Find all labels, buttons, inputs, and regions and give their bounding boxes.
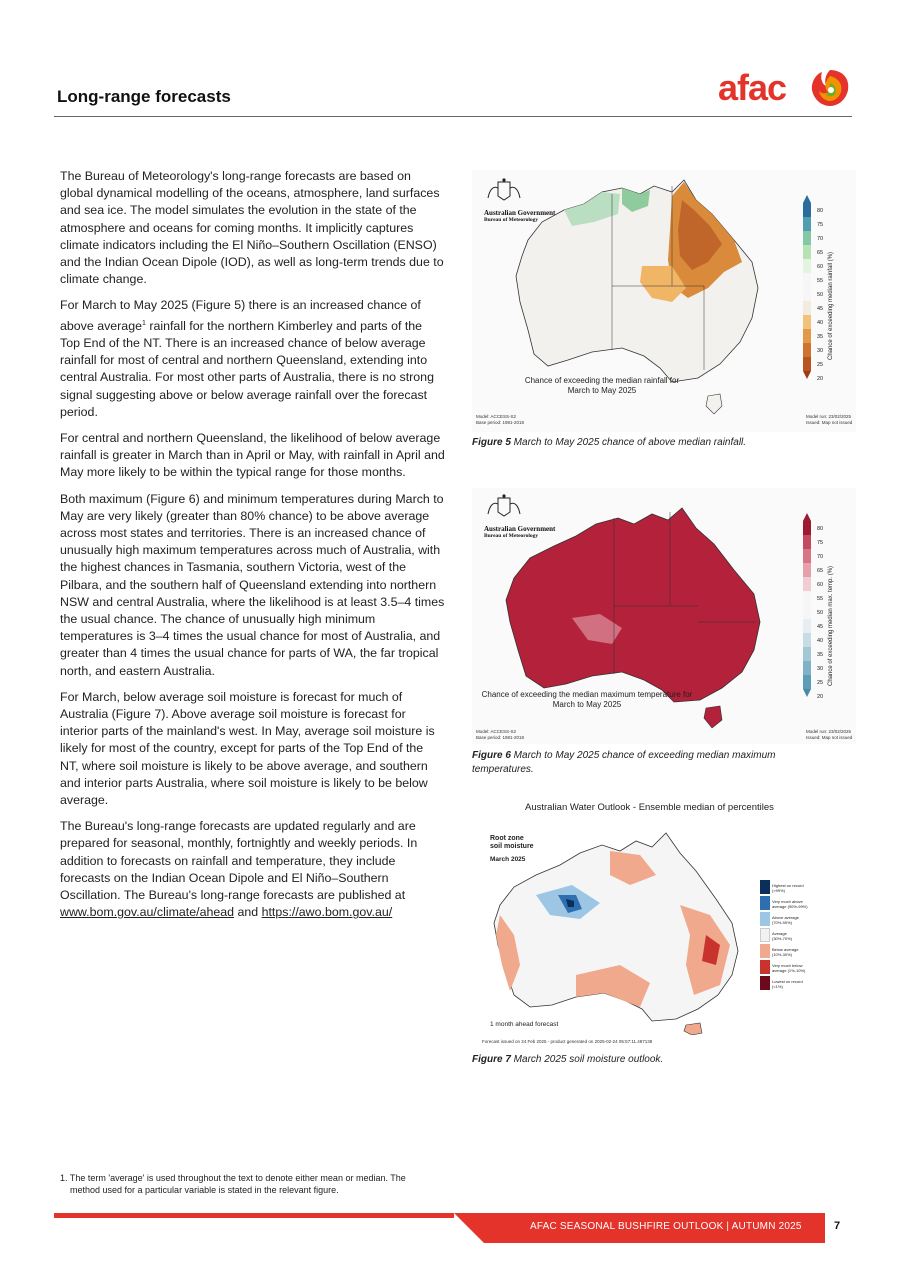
legend-l1: Highest on record [772, 883, 804, 888]
tasmania-temp [704, 706, 722, 728]
fig5-cb-tick: 50 [817, 292, 824, 298]
fig5-map-caption [497, 376, 707, 396]
colorbar-rain [803, 195, 811, 379]
fig6-model-right-2: Issued: Map not issued [806, 735, 853, 740]
fig5-model-right-1: Model run: 23/02/2025 [806, 414, 852, 419]
paragraph-intro: The Bureau of Meteorology's long-range forecasts are based on global dynamical modelling of the oceans, atmosphere, land surfaces and sea ice. The model simulates the evolution in the state of the atmosphere and oceans for coming months. It implicitly captures climate indicators including the El Niño–Southern Oscillation (ENSO) and the Indian Ocean Dipole (IOD), as well as long-term trends due to climate change. [60, 169, 444, 287]
legend-item-lowest [772, 979, 803, 989]
legend-swatch-lowest [760, 976, 770, 990]
footnote [60, 1172, 455, 1196]
fig5-cb-tick: 75 [817, 222, 824, 228]
colorbar-temp [803, 513, 811, 697]
legend-l2: (10%-30%) [772, 952, 793, 957]
legend-l1: Average [772, 931, 787, 936]
gov-title: Australian Government [484, 525, 556, 533]
fig5-cb-tick: 65 [817, 250, 824, 256]
fig7-label-1: Root zone [490, 835, 524, 842]
fig6-model-left [476, 729, 524, 741]
paragraph-and: and [234, 905, 262, 920]
footer-bar [54, 1213, 454, 1218]
gov-subtitle: Bureau of Meteorology [484, 217, 539, 223]
gov-logo-fig6 [484, 494, 555, 539]
fig5-map-caption-line2: March to May 2025 [567, 386, 637, 395]
afac-flame-icon [808, 66, 852, 110]
fig5-cb-tick: 20 [817, 376, 824, 382]
legend-swatch-very-much-below [760, 960, 770, 974]
gov-title: Australian Government [484, 209, 556, 217]
legend-swatch-highest [760, 880, 770, 894]
footnote-line2: method used for a particular variable is stated in the relevant figure. [70, 1185, 339, 1195]
fig5-cb-tick: 30 [817, 348, 824, 354]
fig6-model-left-2: Base period: 1981-2018 [476, 735, 525, 740]
fig5-caption-label: Figure 5 [472, 437, 511, 448]
legend-item-above [772, 915, 799, 925]
fig6-model-left-1: Model: ACCESS-S2 [476, 729, 517, 734]
figure-7-caption [472, 1053, 663, 1067]
link-bom-climate-ahead[interactable]: www.bom.gov.au/climate/ahead [60, 905, 235, 920]
legend-l1: Above average [772, 915, 799, 920]
legend-l1: Lowest on record [772, 979, 803, 984]
fig6-cb-tick: 30 [817, 666, 824, 672]
fig7-label-2: soil moisture [490, 843, 534, 850]
fig7-forecast-label: 1 month ahead forecast [490, 1021, 559, 1028]
fig5-model-left [476, 414, 524, 426]
body-text-column [60, 168, 445, 930]
fig5-cb-axis-label: Chance of exceeding median rainfall (%) [828, 251, 834, 360]
paragraph-soil-moisture: For March, below average soil moisture is forecast for much of Australia (Figure 7). Above average soil moisture is forecast for interior parts of the mainland's west. In May, average soil moisture is likely for most of the country, except for parts of the Top End of the NT, where soil moisture is likely to be above average, and southern and interior parts Australia, where soil moisture is likely to be below average. [60, 689, 435, 808]
legend-item-very-much-below [772, 963, 805, 973]
legend-swatch-above [760, 912, 770, 926]
fig5-cb-tick: 70 [817, 236, 824, 242]
fig5-model-left-1: Model: ACCESS-S2 [476, 414, 517, 419]
fig7-issued-label: Forecast issued on 24 Feb 2025 - product generated on 2025-02-24 05:57:11.487138 [482, 1039, 653, 1044]
legend-l2: (30%-70%) [772, 936, 793, 941]
fig5-cb-tick: 45 [817, 306, 824, 312]
fig5-cb-tick: 40 [817, 320, 824, 326]
legend-item-below [772, 947, 798, 957]
fig5-map-caption-line1: Chance of exceeding the median rainfall for [524, 376, 680, 385]
page-title: Long-range forecasts [57, 87, 231, 106]
paragraph-rainfall-b: rainfall for the northern Kimberley and parts of the Top End of the NT. There is an increased chance of below average rainfall for most of central and northern Queensland, extending into central Australia. For most other parts of Australia, there is no strong signal suggesting above or below average rainfall over the forecast period. [60, 318, 434, 419]
footnote-ref[interactable]: 1 [141, 319, 146, 327]
header-rule [54, 116, 852, 117]
page-number: 7 [834, 1220, 841, 1232]
footer-publication-title: AFAC SEASONAL BUSHFIRE OUTLOOK | AUTUMN 2025 [530, 1221, 802, 1232]
fig6-cb-tick: 35 [817, 652, 824, 658]
fig6-cb-tick: 80 [817, 526, 824, 532]
logo-wordmark: afac [718, 67, 787, 108]
afac-logo [718, 66, 858, 110]
legend-item-average [772, 931, 792, 941]
fig6-caption-text-1: March to May 2025 chance of exceeding median maximum [510, 750, 776, 761]
legend-item-highest [772, 883, 804, 893]
coat-of-arms-icon [484, 178, 524, 204]
fig6-cb-tick: 75 [817, 540, 824, 546]
legend-l1: Below average [772, 947, 799, 952]
fig6-map-caption-line1: Chance of exceeding the median maximum temperature for [481, 690, 693, 699]
fig6-cb-tick: 40 [817, 638, 824, 644]
fig6-cb-tick: 60 [817, 582, 824, 588]
legend-l2: (70%-90%) [772, 920, 793, 925]
fig5-cb-tick: 60 [817, 264, 824, 270]
legend-l2: (>99%) [772, 888, 786, 893]
fig6-cb-tick: 70 [817, 554, 824, 560]
gov-subtitle: Bureau of Meteorology [484, 533, 539, 539]
fig5-cb-tick: 25 [817, 362, 824, 368]
fig7-title: Australian Water Outlook - Ensemble median of percentiles [525, 802, 774, 813]
fig5-cb-tick: 80 [817, 208, 824, 214]
fig5-caption-text: March to May 2025 chance of above median rainfall. [510, 437, 747, 448]
figure-5 [472, 170, 856, 432]
fig6-cb-tick: 55 [817, 596, 824, 602]
legend-l2: (<1%) [772, 984, 783, 989]
link-awo-bom[interactable]: https://awo.bom.gov.au/ [261, 905, 393, 920]
fig6-cb-tick: 20 [817, 694, 824, 700]
fig6-caption-label: Figure 6 [472, 750, 511, 761]
legend-item-very-much-above [772, 899, 808, 909]
fig5-cb-tick: 55 [817, 278, 824, 284]
footnote-line1: 1. The term 'average' is used throughout the text to denote either mean or median. The [60, 1173, 406, 1183]
fig6-caption-text-2: temperatures. [472, 764, 534, 775]
fig6-map-caption [474, 690, 700, 710]
legend-l2: average (1%-10%) [772, 968, 806, 973]
fig7-caption-label: Figure 7 [472, 1054, 511, 1065]
figure-6 [472, 488, 856, 744]
legend-l2: average (90%-99%) [772, 904, 808, 909]
fig7-caption-text: March 2025 soil moisture outlook. [510, 1054, 664, 1065]
fig6-cb-axis-label: Chance of exceeding median max. temp. (%) [828, 565, 834, 686]
fig6-model-right-1: Model run: 23/02/2025 [806, 729, 852, 734]
tasmania-rain [706, 394, 722, 414]
paragraph-queensland: For central and northern Queensland, the likelihood of below average rainfall is greater in March than in April or May, with rainfall in April and May more likely to be within the typical range for those months. [60, 430, 445, 480]
fig5-model-right-2: Issued: Map not issued [806, 420, 853, 425]
gov-logo-fig5 [484, 178, 555, 223]
fig6-cb-tick: 45 [817, 624, 824, 630]
legend-swatch-below [760, 944, 770, 958]
fig5-model-left-2: Base period: 1981-2018 [476, 420, 525, 425]
paragraph-updates-text: The Bureau's long-range forecasts are updated regularly and are prepared for seasonal, monthly, fortnightly and weekly periods. In addition to forecasts on rainfall and temperature, they include forecasts on the Indian Ocean Dipole and El Niño–Southern Oscillation. The Bureau's long-range forecasts are published at [60, 819, 418, 903]
paragraph-rainfall [60, 297, 445, 421]
fig7-root-zone-label [490, 835, 534, 851]
fig6-model-right [806, 729, 852, 741]
fig6-caption-line1 [472, 749, 775, 763]
coat-of-arms-icon [484, 494, 524, 520]
paragraph-updates [60, 818, 445, 921]
fig6-cb-tick: 50 [817, 610, 824, 616]
paragraph-temperature: Both maximum (Figure 6) and minimum temperatures during March to May are very likely (greater than 80% chance) to be above average across most states and territories. There is an increased chance of unusually high maximum temperatures across much of Australia, with the highest chances in Tasmania, southern Victoria, west of the Pilbara, and the southern half of Queensland extending into northern NSW and central Australia, where the likelihood is at least 3.5–4 times the usual chance. The chance of unusually high minimum temperatures is 3–4 times the usual chance for most of Australia, and greater than 4 times the usual chance for parts of WA, the far tropical north, and eastern Australia. [60, 491, 445, 678]
legend-l1: Very much above [772, 899, 803, 904]
fig7-month-label: March 2025 [490, 856, 526, 863]
legend-l1: Very much below [772, 963, 803, 968]
figure-5-caption [472, 436, 746, 450]
fig6-map-caption-line2: March to May 2025 [552, 700, 622, 709]
legend-swatch-very-much-above [760, 896, 770, 910]
fig5-model-right [806, 414, 852, 426]
legend-swatch-average [760, 928, 770, 942]
tasmania-soil [684, 1023, 702, 1035]
fig6-cb-tick: 65 [817, 568, 824, 574]
fig6-cb-tick: 25 [817, 680, 824, 686]
fig5-cb-tick: 35 [817, 334, 824, 340]
paragraph-rainfall-a: For March to May 2025 (Figure 5) there is an increased chance of above average [60, 298, 421, 333]
figure-6-caption [472, 749, 775, 777]
